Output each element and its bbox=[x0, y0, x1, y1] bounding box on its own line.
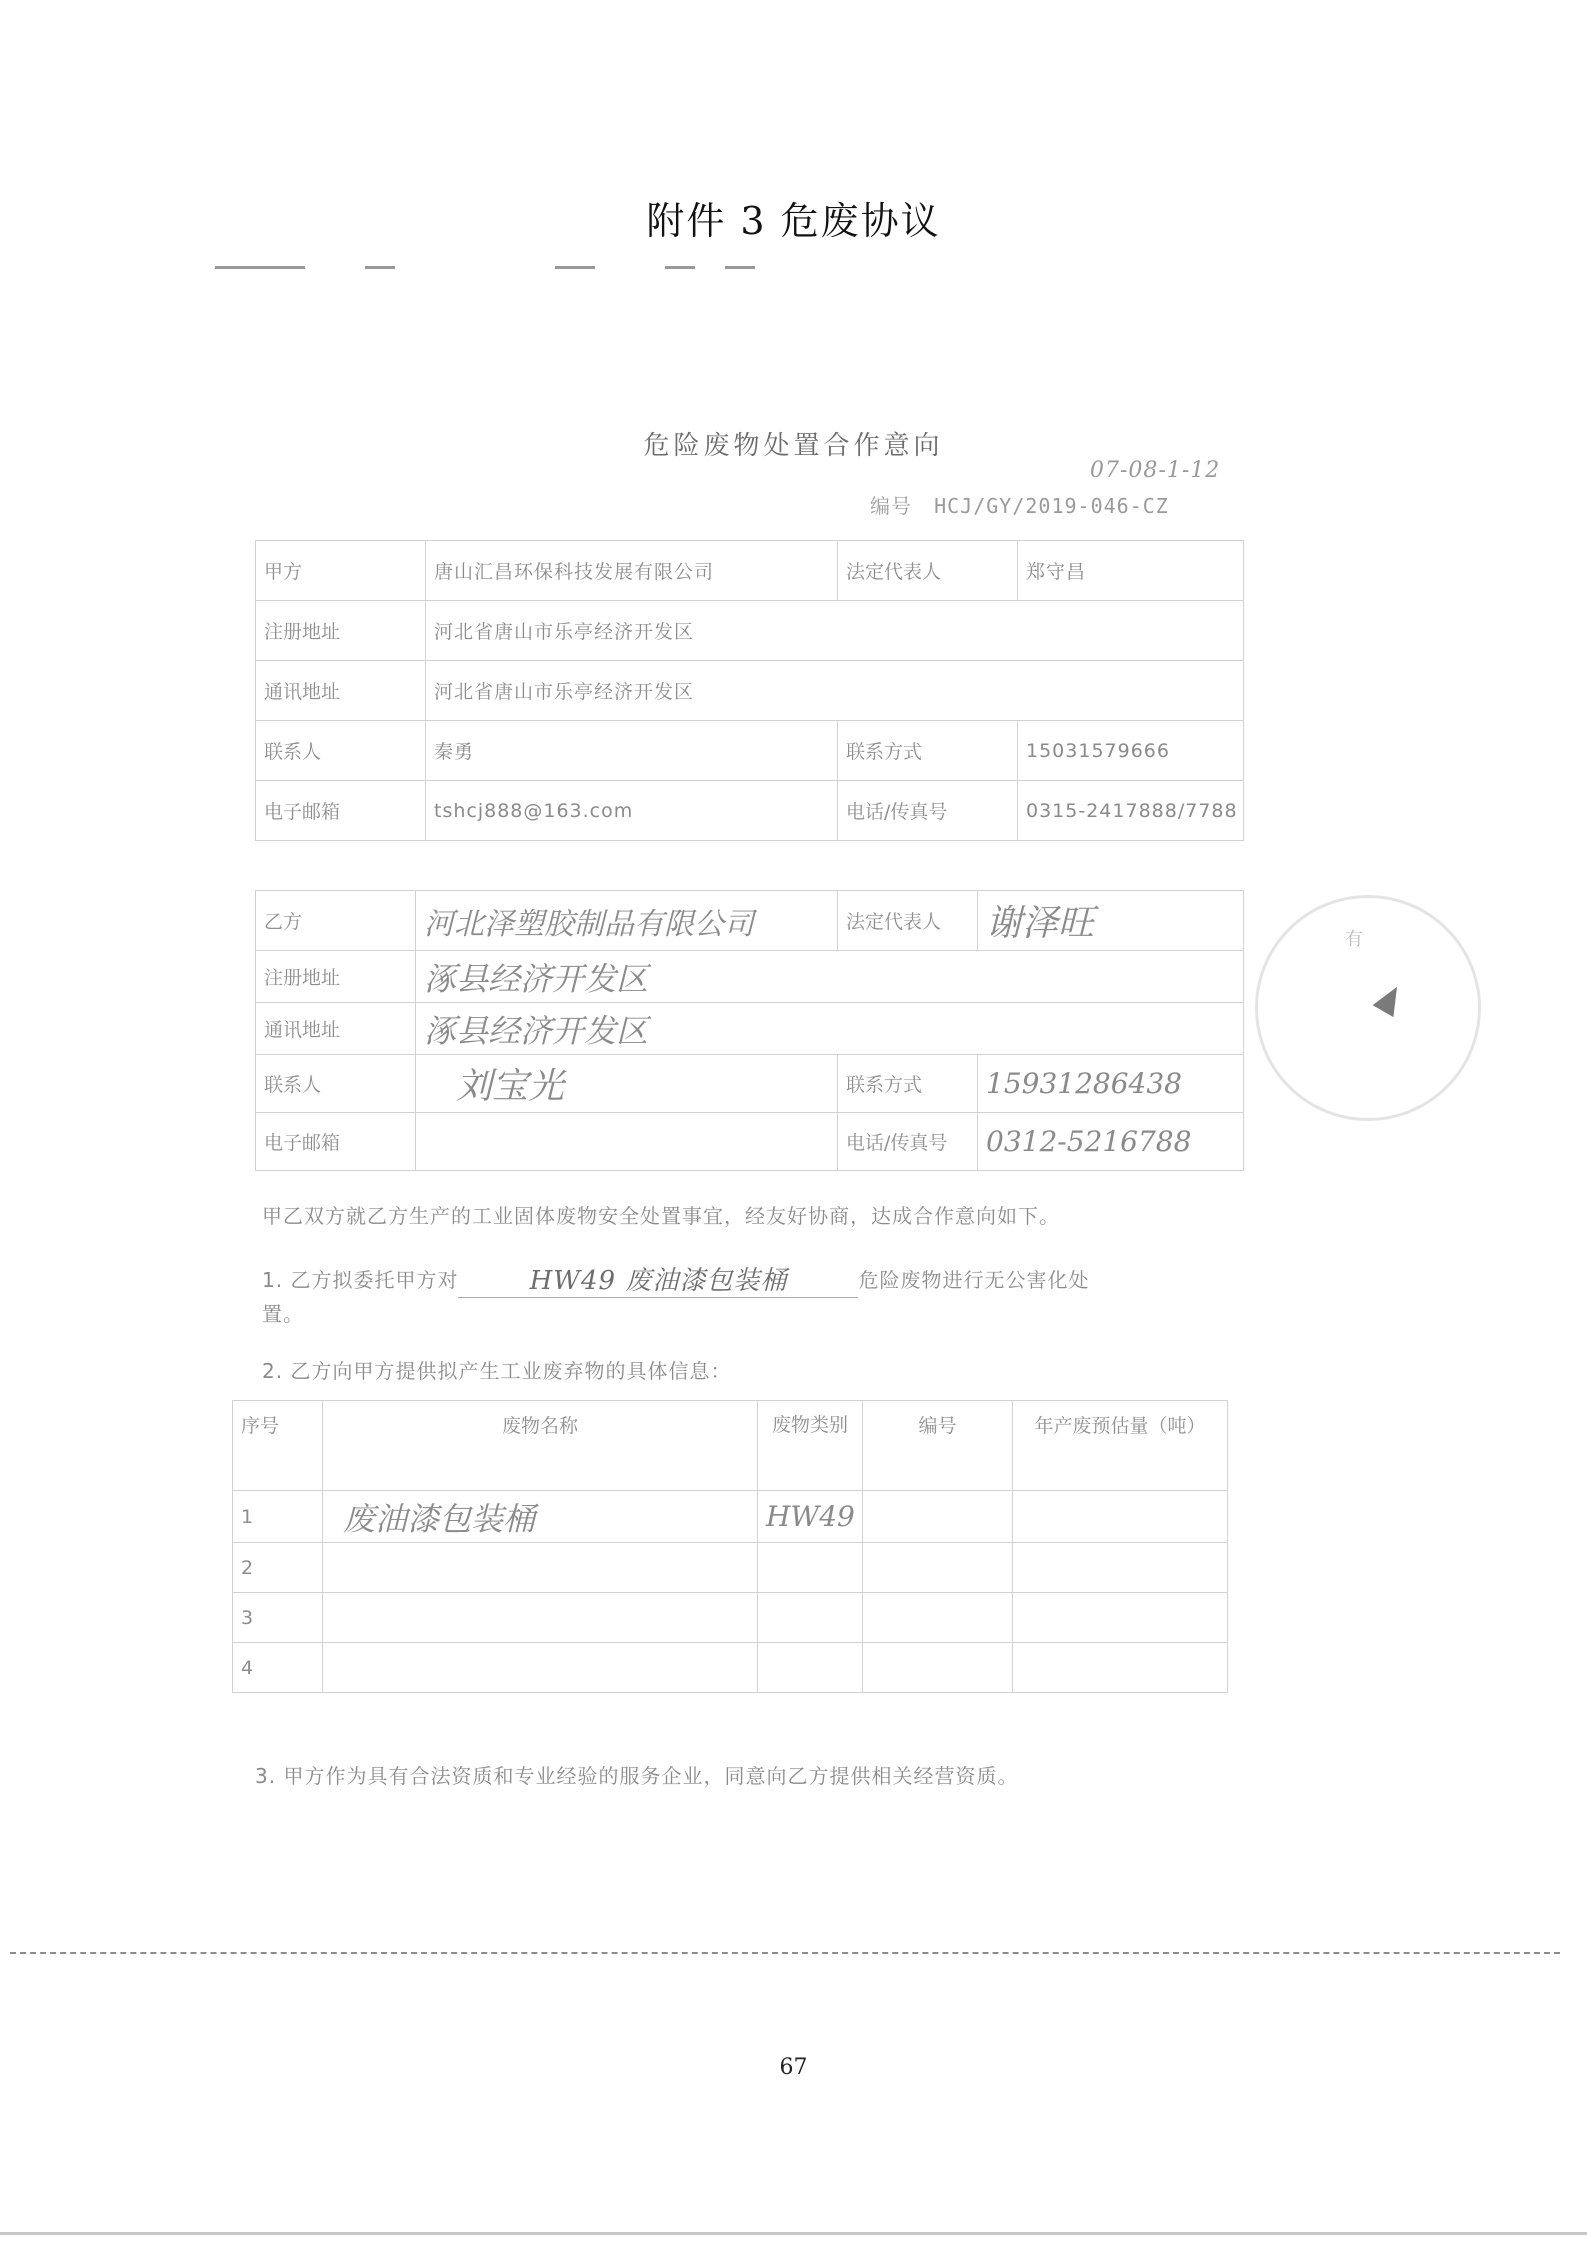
col-header-no: 序号 bbox=[233, 1401, 323, 1491]
party-a-label: 甲方 bbox=[256, 541, 426, 601]
page-divider bbox=[10, 1952, 1560, 1954]
agreement-number-value: HCJ/GY/2019-046-CZ bbox=[934, 494, 1169, 518]
row-waste-code bbox=[863, 1643, 1013, 1693]
party-b-name: 河北泽塑胶制品有限公司 bbox=[416, 891, 838, 951]
clause-1-suffix: 危险废物进行无公害化处 bbox=[858, 1268, 1090, 1292]
table-row bbox=[256, 721, 1244, 781]
row-no: 4 bbox=[233, 1643, 323, 1693]
party-b-fax-label: 电话/传真号 bbox=[838, 1113, 978, 1171]
party-a-fax-label: 电话/传真号 bbox=[838, 781, 1018, 841]
waste-table bbox=[232, 1400, 1228, 1693]
party-a-phone: 15031579666 bbox=[1018, 721, 1244, 781]
company-seal bbox=[1255, 895, 1481, 1121]
table-row bbox=[256, 541, 1244, 601]
party-b-reg-address-label: 注册地址 bbox=[256, 951, 416, 1003]
row-waste-name bbox=[323, 1593, 758, 1643]
row-no: 3 bbox=[233, 1593, 323, 1643]
row-waste-code bbox=[863, 1593, 1013, 1643]
agreement-title: 危险废物处置合作意向 bbox=[643, 431, 944, 461]
party-b-fax: 0312-5216788 bbox=[978, 1113, 1244, 1171]
table-row bbox=[256, 1003, 1244, 1055]
party-a-rep: 郑守昌 bbox=[1018, 541, 1244, 601]
table-row bbox=[233, 1593, 1228, 1643]
row-no: 1 bbox=[233, 1491, 323, 1543]
table-header-row bbox=[233, 1401, 1228, 1491]
row-waste-category bbox=[758, 1593, 863, 1643]
row-waste-name bbox=[323, 1543, 758, 1593]
table-row bbox=[256, 781, 1244, 841]
table-row bbox=[256, 951, 1244, 1003]
party-a-email: tshcj888@163.com bbox=[426, 781, 838, 841]
page-heading: 附件 3 危废协议 bbox=[646, 199, 941, 243]
party-b-rep-label: 法定代表人 bbox=[838, 891, 978, 951]
row-waste-amount bbox=[1013, 1593, 1228, 1643]
table-row bbox=[256, 891, 1244, 951]
row-waste-name: 废油漆包装桶 bbox=[323, 1491, 758, 1543]
party-b-email bbox=[416, 1113, 838, 1171]
row-waste-amount bbox=[1013, 1491, 1228, 1543]
col-header-name: 废物名称 bbox=[323, 1401, 758, 1491]
scan-bottom-edge bbox=[0, 2232, 1587, 2235]
party-b-phone: 15931286438 bbox=[978, 1055, 1244, 1113]
party-b-table bbox=[255, 890, 1244, 1171]
table-row bbox=[256, 1113, 1244, 1171]
clause-intro: 甲乙双方就乙方生产的工业固体废物安全处置事宜，经友好协商，达成合作意向如下。 bbox=[262, 1204, 1060, 1228]
party-a-name: 唐山汇昌环保科技发展有限公司 bbox=[426, 541, 838, 601]
clause-3: 3. 甲方作为具有合法资质和专业经验的服务企业，同意向乙方提供相关经营资质。 bbox=[255, 1764, 1019, 1788]
page-number: 67 bbox=[779, 2055, 808, 2080]
party-b-mail-address-label: 通讯地址 bbox=[256, 1003, 416, 1055]
party-b-mail-address: 涿县经济开发区 bbox=[416, 1003, 1244, 1055]
party-a-email-label: 电子邮箱 bbox=[256, 781, 426, 841]
party-b-contact-label: 联系人 bbox=[256, 1055, 416, 1113]
clause-1-wrap: 置。 bbox=[262, 1302, 304, 1326]
row-waste-amount bbox=[1013, 1543, 1228, 1593]
party-a-contact: 秦勇 bbox=[426, 721, 838, 781]
row-waste-amount bbox=[1013, 1643, 1228, 1693]
party-b-rep: 谢泽旺 bbox=[978, 891, 1244, 951]
row-waste-code bbox=[863, 1543, 1013, 1593]
col-header-code: 编号 bbox=[863, 1401, 1013, 1491]
row-no: 2 bbox=[233, 1543, 323, 1593]
party-b-phone-label: 联系方式 bbox=[838, 1055, 978, 1113]
clause-1-prefix: 1. 乙方拟委托甲方对 bbox=[262, 1268, 459, 1292]
col-header-amount: 年产废预估量（吨） bbox=[1013, 1401, 1228, 1491]
party-a-mail-address-label: 通讯地址 bbox=[256, 661, 426, 721]
party-b-email-label: 电子邮箱 bbox=[256, 1113, 416, 1171]
row-waste-category bbox=[758, 1543, 863, 1593]
table-row bbox=[233, 1543, 1228, 1593]
agreement-number-label: 编号 bbox=[870, 494, 912, 518]
agreement-number bbox=[870, 458, 1221, 519]
party-a-reg-address-label: 注册地址 bbox=[256, 601, 426, 661]
table-row bbox=[256, 1055, 1244, 1113]
party-a-reg-address: 河北省唐山市乐亭经济开发区 bbox=[426, 601, 1244, 661]
party-a-phone-label: 联系方式 bbox=[838, 721, 1018, 781]
table-row bbox=[233, 1643, 1228, 1693]
clause-1-waste: HW49 废油漆包装桶 bbox=[529, 1266, 788, 1296]
clause-2: 2. 乙方向甲方提供拟产生工业废弃物的具体信息： bbox=[262, 1359, 732, 1383]
row-waste-category bbox=[758, 1643, 863, 1693]
party-b-contact: 刘宝光 bbox=[416, 1055, 838, 1113]
seal-text: 有 bbox=[1345, 929, 1363, 950]
handwritten-date: 07-08-1-12 bbox=[1090, 458, 1221, 483]
scan-artifact-dashes bbox=[215, 258, 775, 278]
clause-1 bbox=[262, 1258, 1089, 1296]
row-waste-category: HW49 bbox=[758, 1491, 863, 1543]
col-header-category: 废物类别 bbox=[758, 1401, 863, 1491]
party-a-contact-label: 联系人 bbox=[256, 721, 426, 781]
party-a-mail-address: 河北省唐山市乐亭经济开发区 bbox=[426, 661, 1244, 721]
table-row bbox=[256, 661, 1244, 721]
party-b-reg-address: 涿县经济开发区 bbox=[416, 951, 1244, 1003]
table-row bbox=[233, 1491, 1228, 1543]
party-a-table bbox=[255, 540, 1244, 841]
table-row bbox=[256, 601, 1244, 661]
party-a-rep-label: 法定代表人 bbox=[838, 541, 1018, 601]
party-b-label: 乙方 bbox=[256, 891, 416, 951]
row-waste-code bbox=[863, 1491, 1013, 1543]
row-waste-name bbox=[323, 1643, 758, 1693]
party-a-fax: 0315-2417888/7788 bbox=[1018, 781, 1244, 841]
